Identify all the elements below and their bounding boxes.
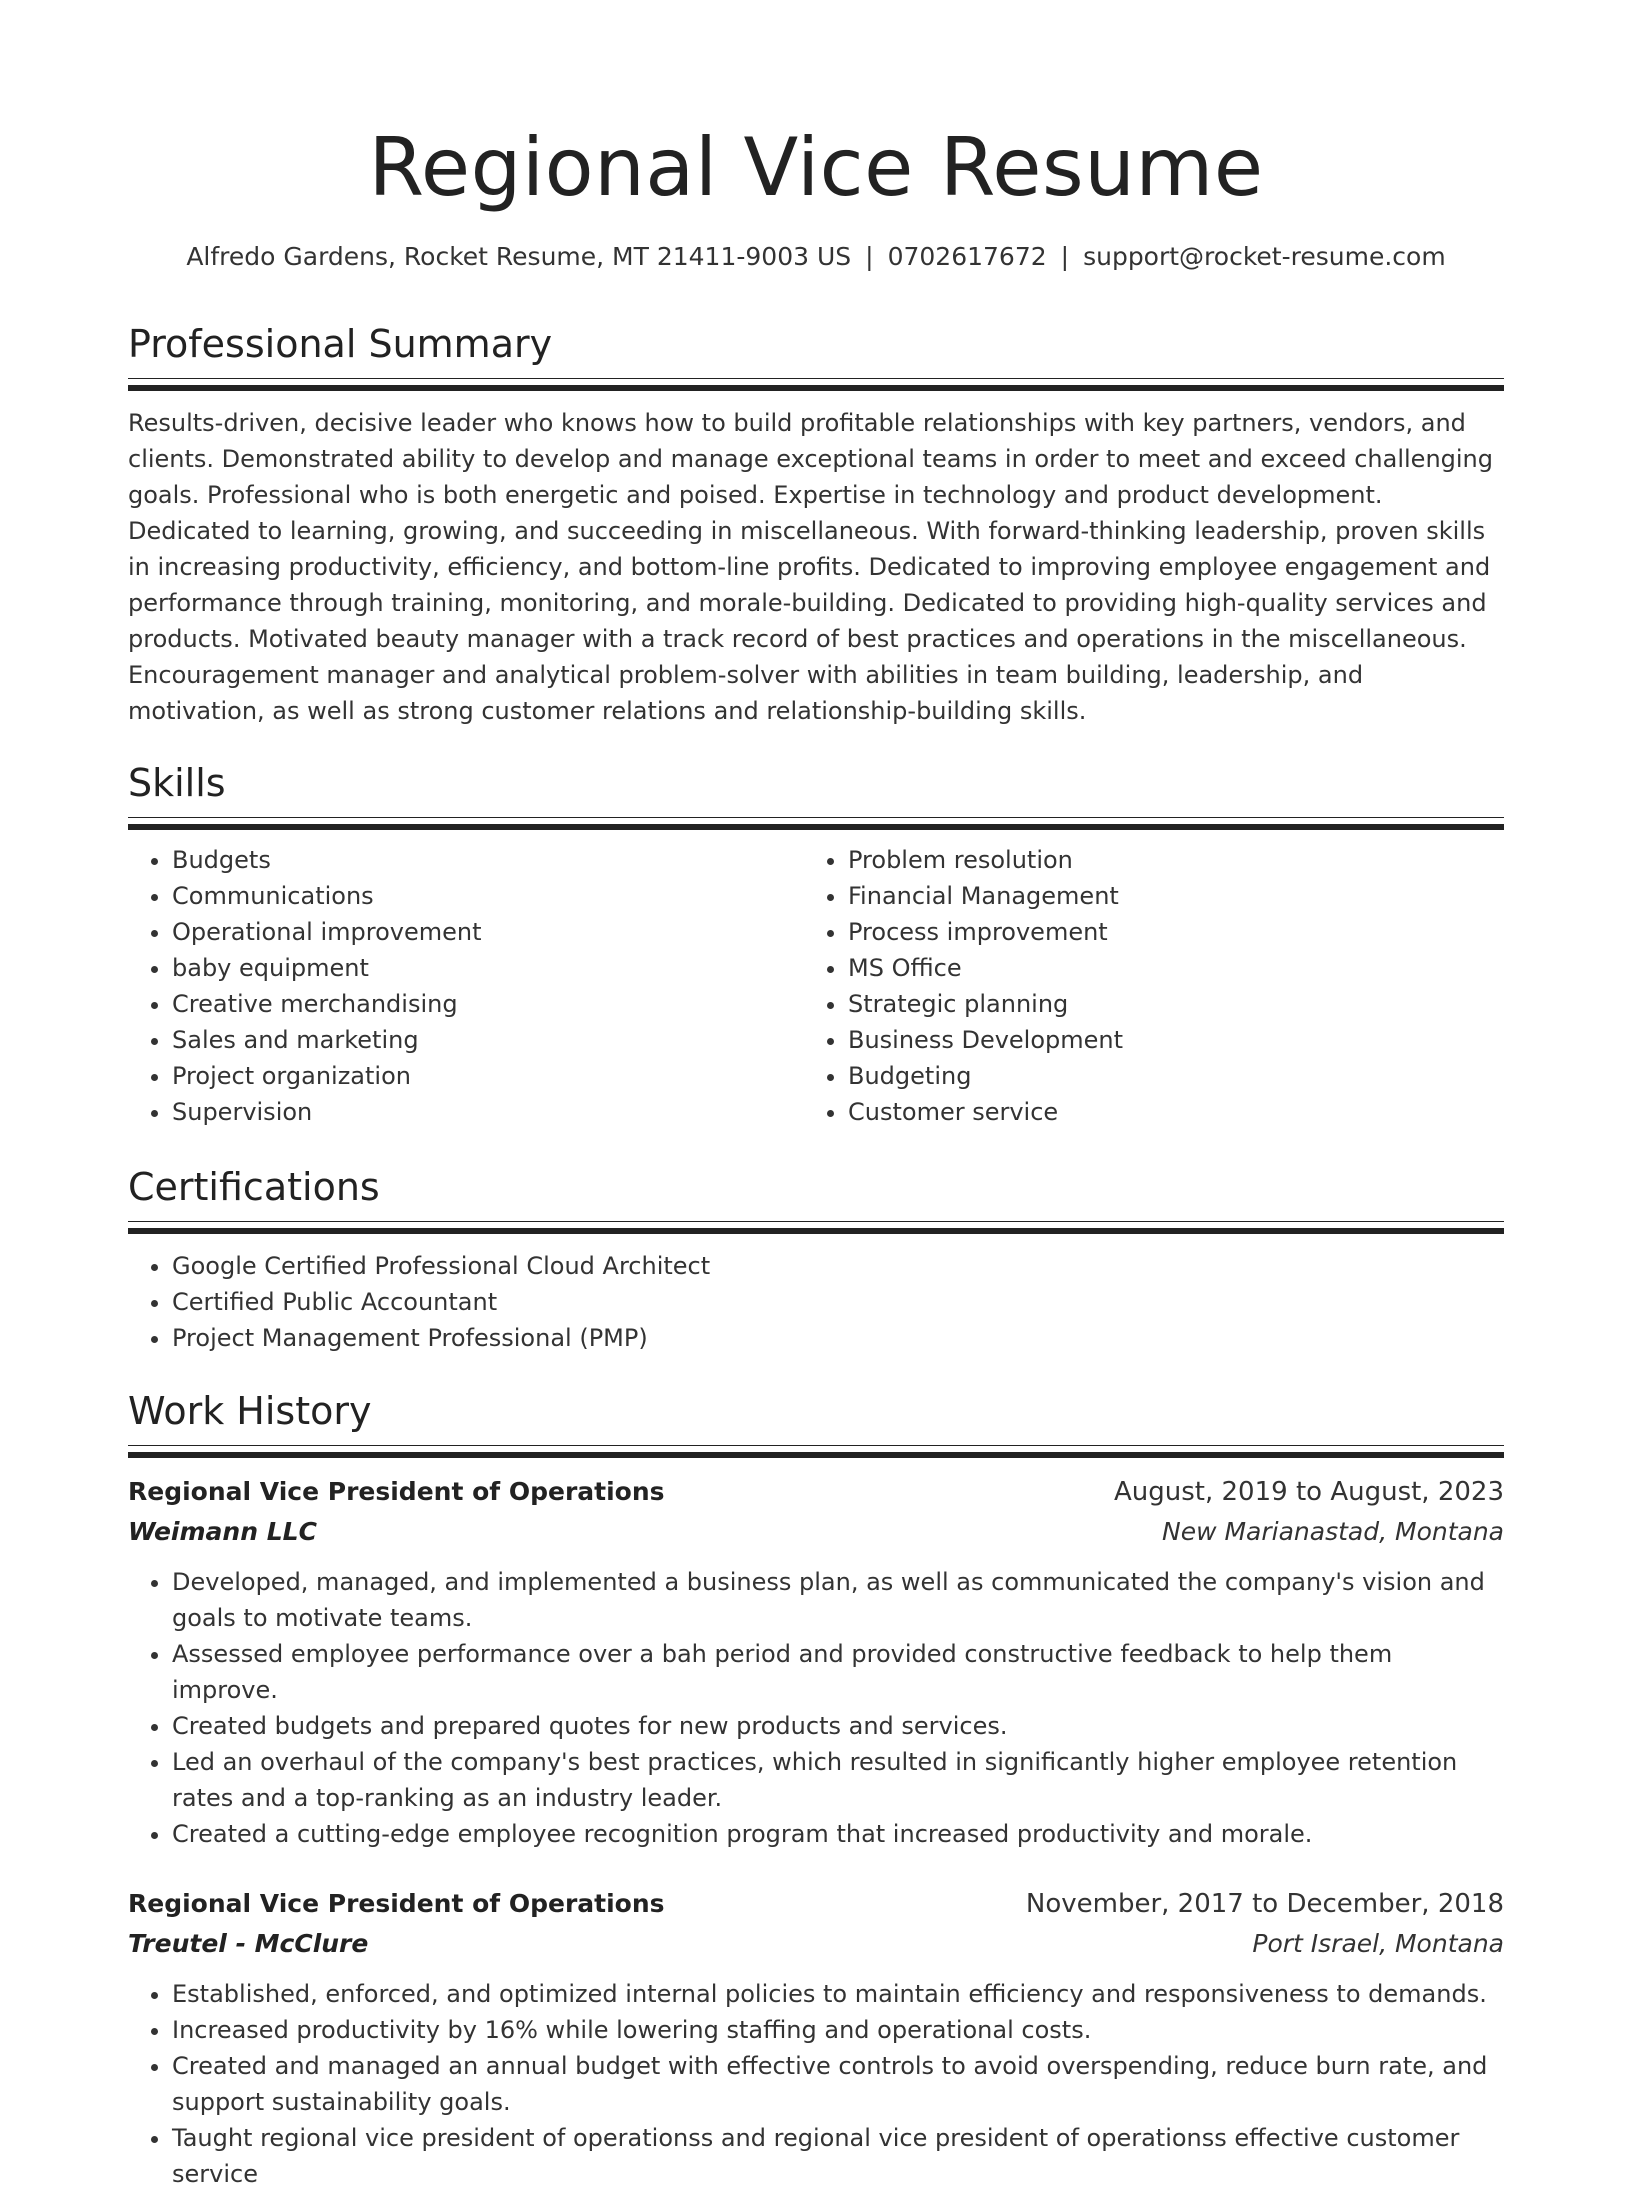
certification-item: • Google Certified Professional Cloud Architect	[172, 1248, 1504, 1284]
job-bullet: • Increased productivity by 16% while lowering staffing and operational costs.	[172, 2012, 1504, 2048]
skills-heading: Skills	[128, 761, 226, 805]
certification-item: • Certified Public Accountant	[172, 1284, 1504, 1320]
job-header-row	[128, 1472, 1504, 1512]
job-location: New Marianastad, Montana	[1162, 1517, 1504, 1546]
job-entry	[128, 1884, 1504, 2192]
skill-item: • Process improvement	[848, 914, 1548, 950]
job-bullet: • Created and managed an annual budget with effective controls to avoid overspending, reduce burn rate, and support sustainability goals.	[172, 2048, 1504, 2120]
section-rule-thin	[128, 817, 1504, 818]
section-rule-thin	[128, 1221, 1504, 1222]
skill-item: • Supervision	[172, 1094, 804, 1130]
work-history-section	[128, 1385, 1504, 2192]
skill-item: • Sales and marketing	[172, 1022, 804, 1058]
section-rule-thick	[128, 385, 1504, 391]
contact-separator: |	[865, 242, 874, 271]
summary-text: Results-driven, decisive leader who knows how to build profitable relationships with key partners, vendors, and clients. Demonstrated ability to develop and manage exceptional teams in order to meet and exceed challenging goals. Professional who is both energetic and poised. Expertise in technology and product development. Dedicated to learning, growing, and succeeding in miscellaneous. With forward-thinking leadership, proven skills in increasing productivity, efficiency, and bottom-line profits. Dedicated to improving employee engagement and performance through training, monitoring, and morale-building. Dedicated to providing high-quality services and products. Motivated beauty manager with a track record of best practices and operations in the miscellaneous. Encouragement manager and analytical problem-solver with abilities in team building, leadership, and motivation, as well as strong customer relations and relationship-building skills.	[128, 409, 1493, 725]
job-title: Regional Vice President of Operations	[128, 1477, 665, 1506]
work-history-heading: Work History	[128, 1389, 372, 1433]
contact-line	[128, 240, 1504, 274]
job-bullet: • Taught regional vice president of operationss and regional vice president of operationss effective customer service	[172, 2120, 1504, 2192]
skill-item: • Project organization	[172, 1058, 804, 1094]
skill-item: • MS Office	[848, 950, 1548, 986]
job-bullet: • Assessed employee performance over a bah period and provided constructive feedback to help them improve.	[172, 1636, 1504, 1708]
section-rule-thin	[128, 1445, 1504, 1446]
job-header-row	[128, 1884, 1504, 1924]
job-bullet: • Developed, managed, and implemented a business plan, as well as communicated the company's vision and goals to motivate teams.	[172, 1564, 1504, 1636]
job-entry	[128, 1472, 1504, 1852]
job-title: Regional Vice President of Operations	[128, 1889, 665, 1918]
skill-item: • Budgeting	[848, 1058, 1548, 1094]
skill-item: • Communications	[172, 878, 804, 914]
skills-section	[128, 757, 1504, 1130]
skill-item: • Business Development	[848, 1022, 1548, 1058]
skill-item: • Operational improvement	[172, 914, 804, 950]
summary-section	[128, 318, 1504, 729]
summary-heading: Professional Summary	[128, 322, 553, 366]
job-company: Treutel - McClure	[128, 1929, 369, 1958]
resume-title: Regional Vice Resume	[368, 121, 1264, 214]
contact-address: Alfredo Gardens, Rocket Resume, MT 21411-9003 US	[186, 242, 852, 271]
skills-grid	[128, 842, 1504, 1130]
section-rule-thick	[128, 1228, 1504, 1234]
job-company-row	[128, 1512, 1504, 1552]
skill-item: • Customer service	[848, 1094, 1548, 1130]
skill-item: • Strategic planning	[848, 986, 1548, 1022]
skills-list-left	[128, 842, 804, 1130]
job-bullets	[128, 1564, 1504, 1852]
certifications-list	[128, 1248, 1504, 1356]
job-company: Weimann LLC	[128, 1517, 317, 1546]
section-rule-thick	[128, 1452, 1504, 1458]
contact-phone: 0702617672	[887, 242, 1047, 271]
certification-item: • Project Management Professional (PMP)	[172, 1320, 1504, 1356]
contact-email: support@rocket-resume.com	[1083, 242, 1446, 271]
job-location: Port Israel, Montana	[1252, 1929, 1504, 1958]
job-dates: November, 2017 to December, 2018	[1025, 1889, 1504, 1919]
job-bullet: • Created a cutting-edge employee recognition program that increased productivity and morale.	[172, 1816, 1504, 1852]
job-bullets	[128, 1976, 1504, 2192]
contact-separator: |	[1060, 242, 1070, 271]
section-rule-thick	[128, 824, 1504, 830]
skills-list-right	[804, 842, 1548, 1130]
job-dates: August, 2019 to August, 2023	[1114, 1477, 1504, 1507]
skill-item: • Problem resolution	[848, 842, 1548, 878]
skill-item: • baby equipment	[172, 950, 804, 986]
job-bullet: • Led an overhaul of the company's best practices, which resulted in significantly higher employee retention rates and a top-ranking as an industry leader.	[172, 1744, 1504, 1816]
job-bullet: • Created budgets and prepared quotes for new products and services.	[172, 1708, 1504, 1744]
section-rule-thin	[128, 378, 1504, 379]
skill-item: • Budgets	[172, 842, 804, 878]
skill-item: • Creative merchandising	[172, 986, 804, 1022]
job-company-row	[128, 1924, 1504, 1964]
certifications-heading: Certifications	[128, 1165, 380, 1209]
job-bullet: • Established, enforced, and optimized internal policies to maintain efficiency and responsiveness to demands.	[172, 1976, 1504, 2012]
skill-item: • Financial Management	[848, 878, 1548, 914]
certifications-section	[128, 1161, 1504, 1356]
